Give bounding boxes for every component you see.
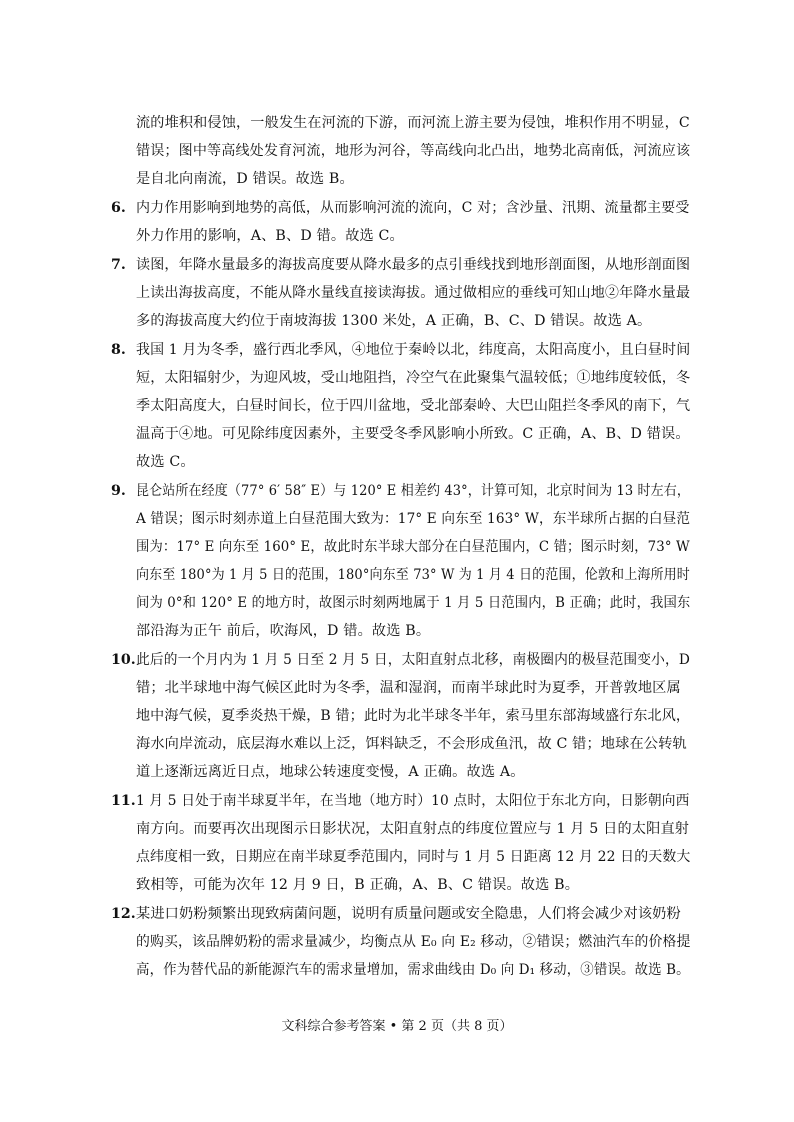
answer-number: 7. — [111, 257, 126, 273]
text-line: 故选 C。 — [136, 454, 195, 470]
text-line: 向东至 180°为 1 月 5 日的范围，180°向东至 73° W 为 1 月 4 日的范围，伦敦和上海所用时 — [136, 567, 690, 583]
text-line: 高，作为替代品的新能源汽车的需求量增加，需求曲线由 D₀ 向 D₁ 移动，③错误。故选 B。 — [136, 962, 690, 978]
text-line: 昆仑站所在经度（77° 6′ 58″ E）与 120° E 相差约 43°，计算可知，北京时间为 13 时左右， — [136, 483, 691, 499]
text-line: 南方向。而要再次出现图示日影状况，太阳直射点的纬度位置应与 1 月 5 日的太阳直射 — [136, 821, 690, 837]
text-line: 间为 0°和 120° E 的地方时，故图示时刻两地属于 1 月 5 日范围内，B 正确；此时，我国东 — [136, 595, 691, 611]
text-line: 上读出海拔高度，不能从降水量线直接读海拔。通过做相应的垂线可知山地②年降水量最 — [136, 285, 691, 301]
text-line: 错；北半球地中海气候区此时为冬季，温和湿润，而南半球此时为夏季，开普敦地区属 — [136, 680, 681, 696]
text-line: 地中海气候，夏季炎热干燥，B 错；此时为北半球冬半年，索马里东部海域盛行东北风， — [136, 708, 691, 724]
answer-number: 9. — [111, 483, 126, 499]
text-line: A 错误；图示时刻赤道上白昼范围大致为：17° E 向东至 163° W，东半球所占据的白昼范 — [136, 511, 691, 527]
answer-number: 8. — [111, 342, 126, 358]
text-line: 致相等，可能为次年 12 月 9 日，B 正确，A、B、C 错误。故选 B。 — [136, 877, 580, 893]
text-line: 点纬度相一致，日期应在南半球夏季范围内，同时与 1 月 5 日距离 12 月 22 日的天数大 — [136, 849, 691, 865]
text-line: 我国 1 月为冬季，盛行西北季风，④地位于秦岭以北，纬度高，太阳高度小，且白昼时间 — [136, 342, 691, 358]
text-line: 部沿海为正午 前后，吹海风，D 错。故选 B。 — [136, 623, 431, 639]
text-line: 1 月 5 日处于南半球夏半年，在当地（地方时）10 点时，太阳位于东北方向，日影朝向西 — [136, 793, 690, 809]
text-line: 的购买，该品牌奶粉的需求量减少，均衡点从 E₀ 向 E₂ 移动，②错误；燃油汽车的价格提 — [136, 934, 691, 950]
text-line: 流的堆积和侵蚀，一般发生在河流的下游，而河流上游主要为侵蚀，堆积作用不明显，C — [136, 115, 690, 131]
answer-number: 12. — [111, 906, 136, 922]
text-line: 外力作用的影响，A、B、D 错。故选 C。 — [136, 228, 404, 244]
text-line: 多的海拔高度大约位于南坡海拔 1300 米处，A 正确，B、C、D 错误。故选 A。 — [136, 313, 652, 329]
text-line: 海水向岸流动，底层海水难以上泛，饵料缺乏，不会形成鱼汛，故 C 错；地球在公转轨 — [136, 736, 687, 752]
text-line: 短，太阳辐射少，为迎风坡，受山地阻挡，冷空气在此聚集气温较低；①地纬度较低，冬 — [136, 370, 691, 386]
text-line: 内力作用影响到地势的高低，从而影响河流的流向，C 对；含沙量、汛期、流量都主要受 — [136, 200, 690, 216]
text-line: 是自北向南流，D 错误。故选 B。 — [136, 171, 354, 187]
text-line: 读图，年降水量最多的海拔高度要从降水最多的点引垂线找到地形剖面图，从地形剖面图 — [136, 257, 691, 273]
text-line: 温高于④地。可见除纬度因素外，主要受冬季风影响小所致。C 正确，A、B、D 错误。 — [136, 426, 690, 442]
text-line: 某进口奶粉频繁出现致病菌问题，说明有质量问题或安全隐患，人们将会减少对该奶粉 — [136, 906, 681, 922]
text-line: 错误；图中等高线处发育河流，地形为河谷，等高线向北凸出，地势北高南低，河流应该 — [136, 143, 691, 159]
text-line: 围为：17° E 向东至 160° E，故此时东半球大部分在白昼范围内，C 错；图示时刻，73° W — [136, 539, 690, 555]
page-footer: 文科综合参考答案 • 第 2 页（共 8 页） — [281, 1019, 513, 1034]
text-line: 此后的一个月内为 1 月 5 日至 2 月 5 日，太阳直射点北移，南极圈内的极昼范围变小，D — [136, 652, 690, 668]
answer-number: 10. — [111, 652, 136, 668]
text-line: 道上逐渐远离近日点，地球公转速度变慢，A 正确。故选 A。 — [136, 764, 525, 780]
answer-number: 6. — [111, 200, 126, 216]
answer-number: 11. — [111, 793, 136, 809]
text-line: 季太阳高度大，白昼时间长，位于四川盆地，受北部秦岭、大巴山阻拦冬季风的南下，气 — [136, 398, 691, 414]
